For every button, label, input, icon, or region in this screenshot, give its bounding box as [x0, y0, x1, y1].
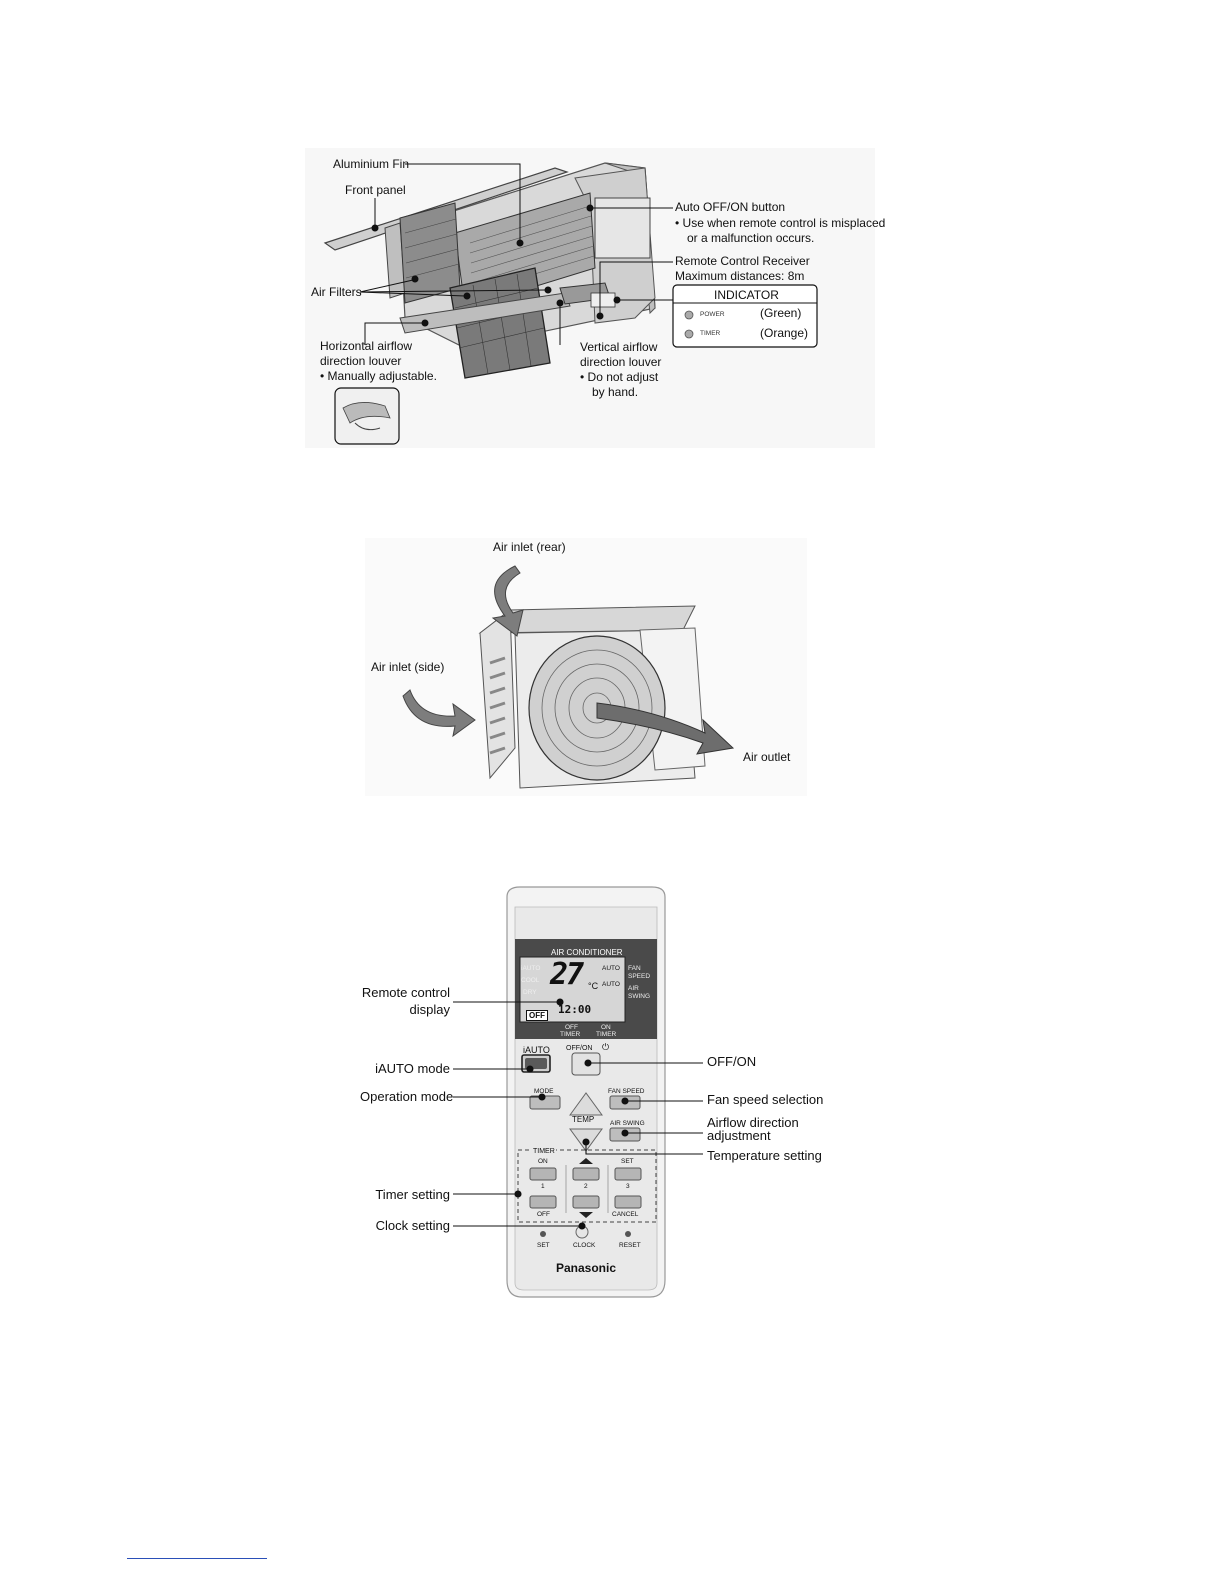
screen-time: 12:00	[558, 1003, 592, 1016]
label-receiver-2: Maximum distances: 8m	[675, 269, 805, 283]
screen-off-timer-2: TIMER	[560, 1031, 581, 1038]
indicator-power-color: (Green)	[760, 306, 802, 320]
screen-unit: °C	[588, 981, 599, 991]
timer-off-button[interactable]: OFF	[537, 1211, 550, 1218]
screen-air-1: AIR	[628, 985, 639, 992]
air-swing-button[interactable]: AIR SWING	[610, 1120, 645, 1127]
fan-speed-button[interactable]: FAN SPEED	[608, 1088, 645, 1095]
timer-set-button[interactable]: SET	[621, 1158, 634, 1165]
label-auto-button-2: • Use when remote control is misplaced	[675, 216, 886, 230]
temp-label: TEMP	[572, 1115, 595, 1124]
screen-fan-2: SPEED	[628, 973, 651, 980]
label-air-inlet-rear: Air inlet (rear)	[493, 540, 566, 554]
label-horizontal-louver-1: Horizontal airflow	[320, 339, 413, 353]
label-receiver-1: Remote Control Receiver	[675, 254, 810, 268]
label-aluminium-fin: Aluminium Fin	[333, 157, 410, 171]
screen-air-2: SWING	[628, 993, 651, 1000]
screen-temp: 27	[550, 957, 583, 992]
screen-fan-1: FAN	[628, 965, 641, 972]
callout-timer-setting: Timer setting	[375, 1187, 450, 1202]
power-icon: ⏻	[602, 1042, 610, 1052]
timer-num-2: 2	[584, 1183, 588, 1190]
clock-button[interactable]: CLOCK	[573, 1242, 596, 1249]
indoor-unit-figure	[305, 148, 886, 448]
label-air-outlet: Air outlet	[743, 750, 791, 764]
callout-display-1: Remote control	[361, 985, 450, 1000]
timer-num-1: 1	[541, 1183, 545, 1190]
timer-cancel-button[interactable]: CANCEL	[612, 1211, 639, 1218]
label-vertical-louver-2: direction louver	[580, 355, 662, 369]
screen-auto-2: AUTO	[602, 981, 620, 988]
label-auto-button-1: Auto OFF/ON button	[675, 200, 786, 214]
label-air-inlet-side: Air inlet (side)	[371, 660, 445, 674]
screen-on-timer-2: TIMER	[596, 1031, 617, 1038]
iauto-button[interactable]: iAUTO	[523, 1045, 550, 1055]
label-vertical-louver-1: Vertical airflow	[580, 340, 658, 354]
label-horizontal-louver-2: direction louver	[320, 354, 402, 368]
indicator-timer-color: (Orange)	[760, 326, 809, 340]
screen-mode-dry: DRY	[523, 989, 537, 996]
label-horizontal-louver-3: • Manually adjustable.	[320, 369, 437, 383]
screen-off-badge: OFF	[526, 1010, 548, 1021]
callout-display-2: display	[409, 1002, 450, 1017]
callout-clock-setting: Clock setting	[375, 1218, 450, 1233]
reset-button[interactable]: RESET	[619, 1242, 641, 1249]
callout-iauto-mode: iAUTO mode	[375, 1061, 450, 1076]
screen-mode-cool: COOL	[521, 977, 540, 984]
indicator-timer-label: TIMER	[700, 330, 721, 337]
callout-temperature: Temperature setting	[707, 1148, 822, 1163]
screen-header: AIR CONDITIONER	[551, 948, 623, 957]
outdoor-unit-figure	[365, 538, 807, 796]
label-vertical-louver-3: • Do not adjust	[580, 370, 659, 384]
brand-logo: Panasonic	[556, 1261, 617, 1275]
screen-mode-iauto: iAUTO	[521, 965, 541, 972]
bottom-set-button[interactable]: SET	[537, 1242, 550, 1249]
label-air-filters: Air Filters	[311, 285, 362, 299]
footer-link-underline	[127, 1558, 267, 1559]
timer-group-label: TIMER	[533, 1148, 555, 1155]
callout-airflow-1: Airflow direction	[707, 1115, 799, 1130]
label-auto-button-3: or a malfunction occurs.	[687, 231, 815, 245]
indicator-power-label: POWER	[700, 311, 725, 318]
callout-airflow-2: adjustment	[707, 1128, 771, 1143]
callout-operation-mode: Operation mode	[360, 1089, 454, 1104]
screen-auto-1: AUTO	[602, 965, 620, 972]
timer-num-3: 3	[626, 1183, 630, 1190]
remote-control-figure	[360, 885, 824, 1300]
offon-button-label[interactable]: OFF/ON	[566, 1045, 593, 1052]
mode-button[interactable]: MODE	[534, 1088, 554, 1095]
label-vertical-louver-4: by hand.	[592, 385, 639, 399]
label-front-panel: Front panel	[345, 183, 406, 197]
screen-off-timer-1: OFF	[565, 1024, 578, 1031]
callout-offon: OFF/ON	[707, 1054, 757, 1069]
timer-on-button[interactable]: ON	[538, 1158, 548, 1165]
indicator-title: INDICATOR	[714, 288, 779, 302]
callout-fan-speed: Fan speed selection	[707, 1092, 824, 1107]
screen-on-timer-1: ON	[601, 1024, 611, 1031]
